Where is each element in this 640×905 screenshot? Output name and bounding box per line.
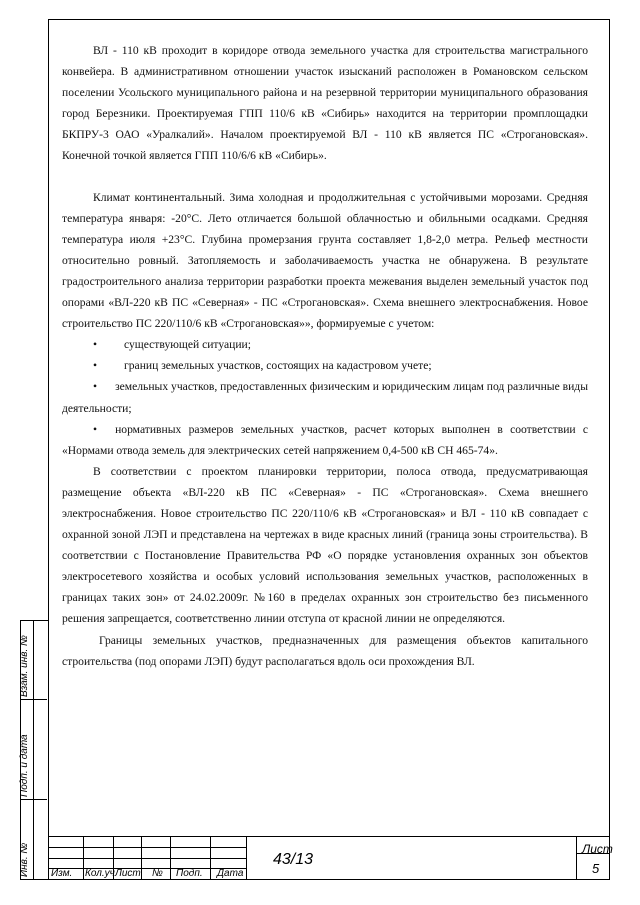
bullet-icon: • xyxy=(93,359,98,373)
list-item: • границ земельных участков, состоящих на кадастровом учете; xyxy=(62,355,588,376)
paragraph-right-of-way: В соответствии с проектом планировки территории, полоса отвода, предусматривающая размещение объекта «ВЛ-220 кВ ПС «Северная» - ПС «Строгановская». Схема внешнего электроснабжения. Новое строительство ПС 220/110/6 кВ «Строгановская» и ВЛ - 110 кВ совпадает с охранной зоной ЛЭП и представлена на чертежах в виде красных линий (граница зоны строительства). В соответствии с Постановление Правительства РФ «О порядке установления охранных зон объектов электросетевого хозяйства и особых условий использования земельных участков, расположенных в границах таких зон» от 24.02.2009г. №160 в пределах охранных зон строительство без письменного решения запрещается, соответственно линии отступа от красной линии не определяются. xyxy=(62,464,588,626)
paragraph-boundaries: Границы земельных участков, предназначенных для размещения объектов капитального строительства (под опорами ЛЭП) будут располагаться вдоль оси прохождения ВЛ. xyxy=(62,633,588,668)
paragraph-route: ВЛ - 110 кВ проходит в коридоре отвода земельного участка для строительства магистрального конвейера. В административном отношении участок изысканий расположен в Романовском сельском поселении Усольского муниципального района и на резервной территории муниципального образования город Березники. Проектируемая ГПП 110/6 кВ «Сибирь» находится на территории промплощадки БКПРУ-3 ОАО «Уралкалий». Началом проектируемой ВЛ - 110 кВ является ПС «Строгановская». Конечной точкой является ГПП 110/6/6 кВ «Сибирь». xyxy=(62,44,588,163)
bullet-icon: • xyxy=(93,422,98,436)
col-header-number: № xyxy=(152,868,163,879)
side-stamp-strip xyxy=(20,620,48,880)
paragraph-climate: Климат континентальный. Зима холодная и продолжительная с устойчивыми морозами. Средняя температура января: -20°С. Лето отличается большой облачностью и обильными осадками. Средняя температура июля +23°С. Глубина промерзания грунта составляет 1,8-2,0 метра. Рельеф местности относительно ровный. Затопляемость и заболачиваемость участка не обнаружена. В результате градостроительного анализа территории разработки проекта межевания выделен земельный участок под опорами «ВЛ-220 кВ ПС «Северная» - ПС «Строгановская». Схема внешнего электроснабжения. Новое строительство ПС 220/110/6 кВ «Строгановская»», формируемые с учетом: xyxy=(62,190,588,331)
title-block xyxy=(48,836,613,880)
document-body xyxy=(62,40,588,672)
list-item: • существующей ситуации; xyxy=(62,334,588,355)
document-number: 43/13 xyxy=(273,851,314,868)
side-strip-divider xyxy=(33,621,34,879)
list-item: • нормативных размеров земельных участков, расчет которых выполнен в соответствии с «Нормами отвода земель для электрических сетей напряжением 0,4-500 кВ СН 465-74». xyxy=(62,422,588,457)
bullet-icon: • xyxy=(93,380,98,394)
col-header-quantity: Кол.уч xyxy=(85,868,115,879)
col-header-sheet: Лист xyxy=(115,868,141,879)
sheet-number: 5 xyxy=(592,861,600,876)
side-label-signature-date: Подп. и дата xyxy=(19,734,30,797)
bullet-icon: • xyxy=(93,338,98,352)
side-label-replacement-inv: Взам. инв. № xyxy=(19,635,30,697)
col-header-change: Изм. xyxy=(51,868,73,879)
list-item: • земельных участков, предоставленных физическим и юридическим лицам под различные виды деятельности; xyxy=(62,380,588,415)
col-header-signature: Подп. xyxy=(176,868,203,879)
side-label-inventory-no: Инв. № xyxy=(19,842,30,877)
col-header-date: Дата xyxy=(217,868,244,879)
sheet-label: Лист xyxy=(582,842,613,856)
